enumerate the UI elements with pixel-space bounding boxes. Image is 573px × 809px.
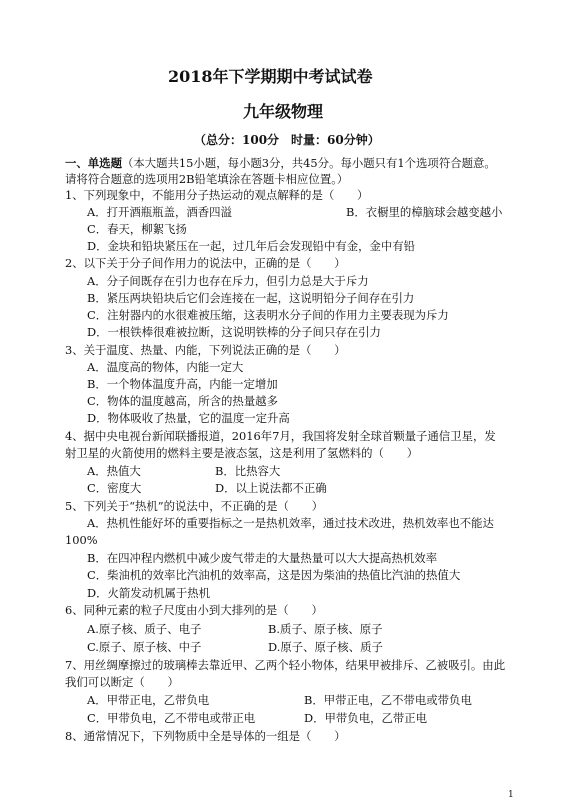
question-6-option-b: B.质子、原子核、原子 (268, 622, 383, 636)
section1-heading (65, 156, 496, 170)
question-5-option-a: A．热机性能好坏的重要指标之一是热机效率，通过技术改进，热机效率也不能达 (87, 516, 494, 530)
question-7-option-a: A．甲带正电，乙带负电 (87, 693, 210, 707)
question-2-option-c: C．注射器内的水很难被压缩，这表明水分子间的作用力主要表现为斥力 (87, 308, 449, 322)
question-3-option-b: B．一个物体温度升高，内能一定增加 (87, 377, 278, 391)
question-7-stem-line2: 我们可以断定（ ） (65, 675, 179, 689)
question-3-option-c: C．物体的温度越高，所含的热量越多 (87, 394, 278, 408)
page-number: 1 (508, 790, 514, 800)
section1-label: 一、单选题 (65, 156, 122, 170)
question-5-option-b: B．在四冲程内燃机中减少废气带走的大量热量可以大大提高热机效率 (87, 551, 438, 565)
question-7-option-c: C．甲带负电，乙不带电或带正电 (87, 711, 256, 725)
question-5-option-c: C．柴油机的效率比汽油机的效率高，这是因为柴油的热值比汽油的热值大 (87, 568, 461, 582)
question-6-option-d: D.原子、原子核、质子 (268, 640, 383, 654)
question-1-option-b: B．衣橱里的樟脑球会越变越小 (346, 205, 503, 219)
question-3-stem: 3、关于温度、热量、内能，下列说法正确的是（ ） (65, 343, 346, 357)
question-6-option-a: A.原子核、质子、电子 (87, 622, 202, 636)
question-1-option-a: A．打开酒瓶瓶盖，酒香四溢 (87, 205, 232, 219)
question-2-option-d: D．一根铁棒很难被拉断，这说明铁棒的分子间只存在引力 (87, 325, 381, 339)
question-5-option-d: D．火箭发动机属于热机 (87, 586, 211, 600)
exam-subject: 九年级物理 (243, 102, 324, 121)
section1-instructions-1: （本大题共15小题，每小题3分，共45分。每小题只有1个选项符合题意。 (121, 156, 496, 170)
question-7-option-d: D．甲带负电，乙带正电 (304, 711, 428, 725)
question-1-stem: 1、下列现象中，不能用分子热运动的观点解释的是（ ） (65, 188, 369, 202)
question-4-option-d: D．以上说法都不正确 (215, 481, 327, 495)
question-7-option-b: B．甲带正电，乙不带电或带负电 (304, 693, 472, 707)
question-8-stem: 8、通常情况下，下列物质中全是导体的一组是（ ） (65, 729, 346, 743)
exam-title: 2018年下学期期中考试试卷 (168, 67, 373, 86)
question-4-option-c: C．密度大 (87, 481, 142, 495)
question-5-stem: 5、下列关于“热机”的说法中，不正确的是（ ） (65, 499, 324, 513)
question-3-option-a: A．温度高的物体，内能一定大 (87, 360, 244, 374)
question-2-stem: 2、以下关于分子间作用力的说法中，正确的是（ ） (65, 256, 346, 270)
question-3-option-d: D．物体吸收了热量，它的温度一定升高 (87, 411, 290, 425)
question-6-option-c: C.原子、原子核、中子 (87, 640, 202, 654)
question-4-option-a: A．热值大 (87, 464, 141, 478)
question-6-stem: 6、同种元素的粒子尺度由小到大排列的是（ ） (65, 603, 323, 617)
question-7-stem-line1: 7、用丝绸摩擦过的玻璃棒去靠近甲、乙两个轻小物体，结果甲被排斥、乙被吸引。由此 (65, 658, 506, 672)
question-4-stem-line2: 射卫星的火箭使用的燃料主要是液态氢，这是利用了氢燃料的（ ） (65, 446, 419, 460)
question-2-option-b: B．紧压两块铅块后它们会连接在一起，这说明铅分子间存在引力 (87, 291, 415, 305)
section1-instructions-2: 请将符合题意的选项用2B铅笔填涂在答题卡相应位置。） (65, 172, 349, 186)
score-info: （总分：100分 时量：60分钟） (194, 133, 380, 147)
question-5-option-a-cont: 100% (65, 533, 98, 547)
question-2-option-a: A．分子间既存在引力也存在斥力，但引力总是大于斥力 (87, 274, 369, 288)
question-1-option-c: C．春天，柳絮飞扬 (87, 222, 187, 236)
question-4-stem-line1: 4、据中央电视台新闻联播报道，2016年7月，我国将发射全球首颗量子通信卫星，发 (65, 429, 496, 443)
question-1-option-d: D．金块和铅块紧压在一起，过几年后会发现铅中有金，金中有铅 (87, 239, 416, 253)
question-4-option-b: B．比热容大 (215, 464, 281, 478)
